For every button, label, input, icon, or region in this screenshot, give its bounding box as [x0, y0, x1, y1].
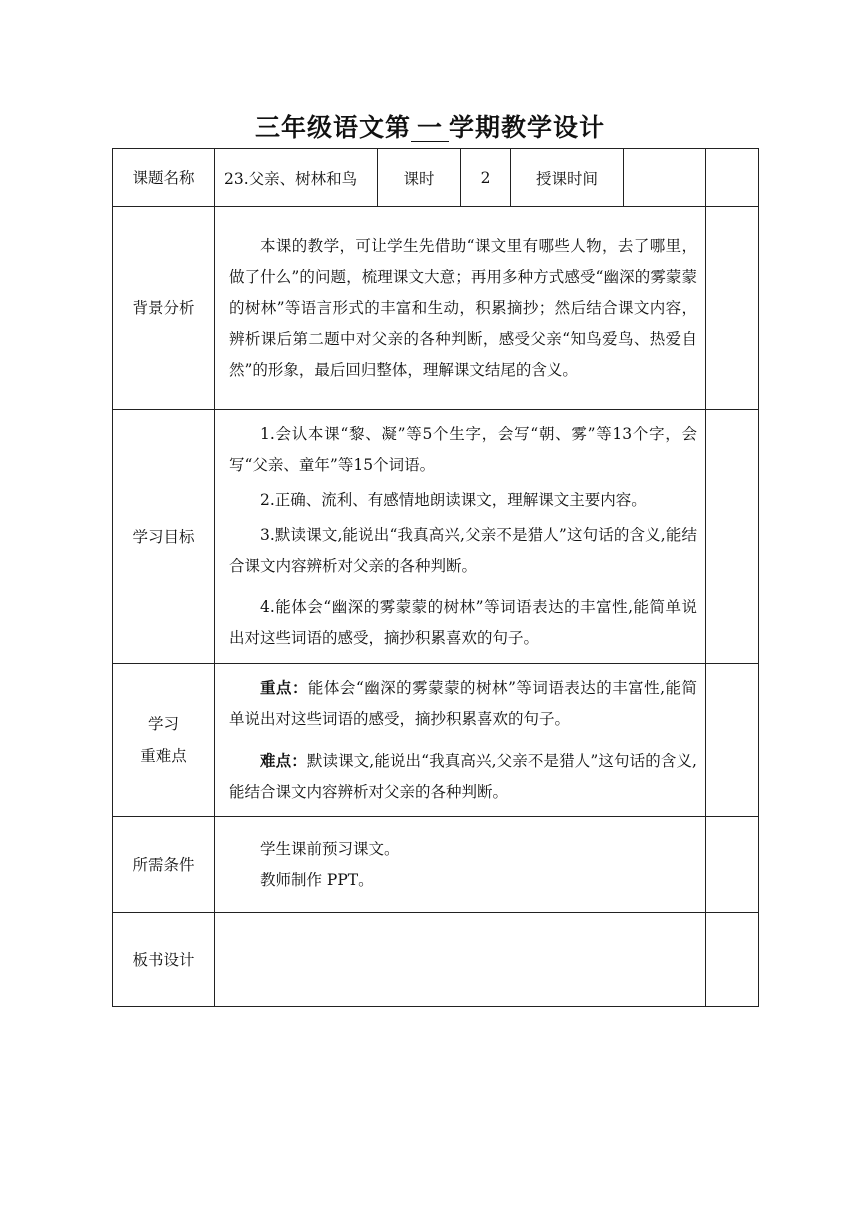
- conditions-row: [113, 817, 759, 913]
- title-prefix: 三年级语文第: [254, 113, 411, 142]
- focus-point: [229, 672, 697, 735]
- key-points-row: [113, 664, 759, 817]
- title-suffix: 学期教学设计: [449, 113, 606, 142]
- background-content: [215, 207, 706, 410]
- goals-label: 学习目标: [113, 410, 215, 664]
- background-label: 背景分析: [113, 207, 215, 410]
- goal-item: 4.能体会“幽深的雾蒙蒙的树林”等词语表达的丰富性,能简单说出对这些词语的感受，摘抄积累喜欢的句子。: [229, 598, 697, 647]
- topic-value: 23.父亲、树林和鸟: [215, 149, 378, 207]
- page-title: [0, 108, 860, 144]
- goal-item: 1.会认本课“黎、凝”等5个生字，会写“朝、雾”等13个字，会写“父亲、童年”等15个词语。: [229, 425, 697, 474]
- difficulty-point: [229, 745, 697, 808]
- blank-cell: [706, 149, 759, 207]
- conditions-content: [215, 817, 706, 913]
- key-points-label-line1: 学习: [147, 715, 179, 733]
- title-semester-blank: 一: [411, 115, 449, 142]
- condition-item: 学生课前预习课文。: [260, 839, 400, 858]
- focus-text: 能体会“幽深的雾蒙蒙的树林”等词语表达的丰富性,能简单说出对这些词语的感受，摘抄积累喜欢的句子。: [229, 679, 697, 728]
- lesson-plan-table: [112, 148, 759, 1007]
- goals-content: [215, 410, 706, 664]
- blank-cell: [706, 207, 759, 410]
- key-points-label: [113, 664, 215, 817]
- header-row: [113, 149, 759, 207]
- hours-value: 2: [461, 149, 511, 207]
- time-value: [624, 149, 706, 207]
- blank-cell: [706, 410, 759, 664]
- condition-item: 教师制作 PPT。: [260, 870, 374, 889]
- key-points-label-line2: 重难点: [140, 747, 187, 765]
- blank-cell: [706, 664, 759, 817]
- background-row: [113, 207, 759, 410]
- board-row: [113, 913, 759, 1007]
- goals-row: [113, 410, 759, 664]
- difficulty-text: 默读课文,能说出“我真高兴,父亲不是猎人”这句话的含义,能结合课文内容辨析对父亲的各种判断。: [229, 752, 697, 801]
- focus-term: 重点：: [260, 678, 308, 697]
- time-label: 授课时间: [511, 149, 624, 207]
- difficulty-term: 难点：: [260, 751, 307, 770]
- hours-label: 课时: [378, 149, 461, 207]
- topic-label: 课题名称: [113, 149, 215, 207]
- board-content: [215, 913, 706, 1007]
- blank-cell: [706, 817, 759, 913]
- goal-item: 2.正确、流利、有感情地朗读课文，理解课文主要内容。: [260, 491, 647, 509]
- blank-cell: [706, 913, 759, 1007]
- board-label: 板书设计: [113, 913, 215, 1007]
- key-points-content: [215, 664, 706, 817]
- goal-item: 3.默读课文,能说出“我真高兴,父亲不是猎人”这句话的含义,能结合课文内容辨析对父亲的各种判断。: [229, 526, 697, 575]
- background-text: 本课的教学，可让学生先借助“课文里有哪些人物，去了哪里，做了什么”的问题，梳理课文大意；再用多种方式感受“幽深的雾蒙蒙的树林”等语言形式的丰富和生动，积累摘抄；然后结合课文内容，辨析课后第二题中对父亲的各种判断，感受父亲“知鸟爱鸟、热爱自然”的形象，最后回归整体，理解课文结尾的含义。: [229, 236, 697, 379]
- conditions-label: 所需条件: [113, 817, 215, 913]
